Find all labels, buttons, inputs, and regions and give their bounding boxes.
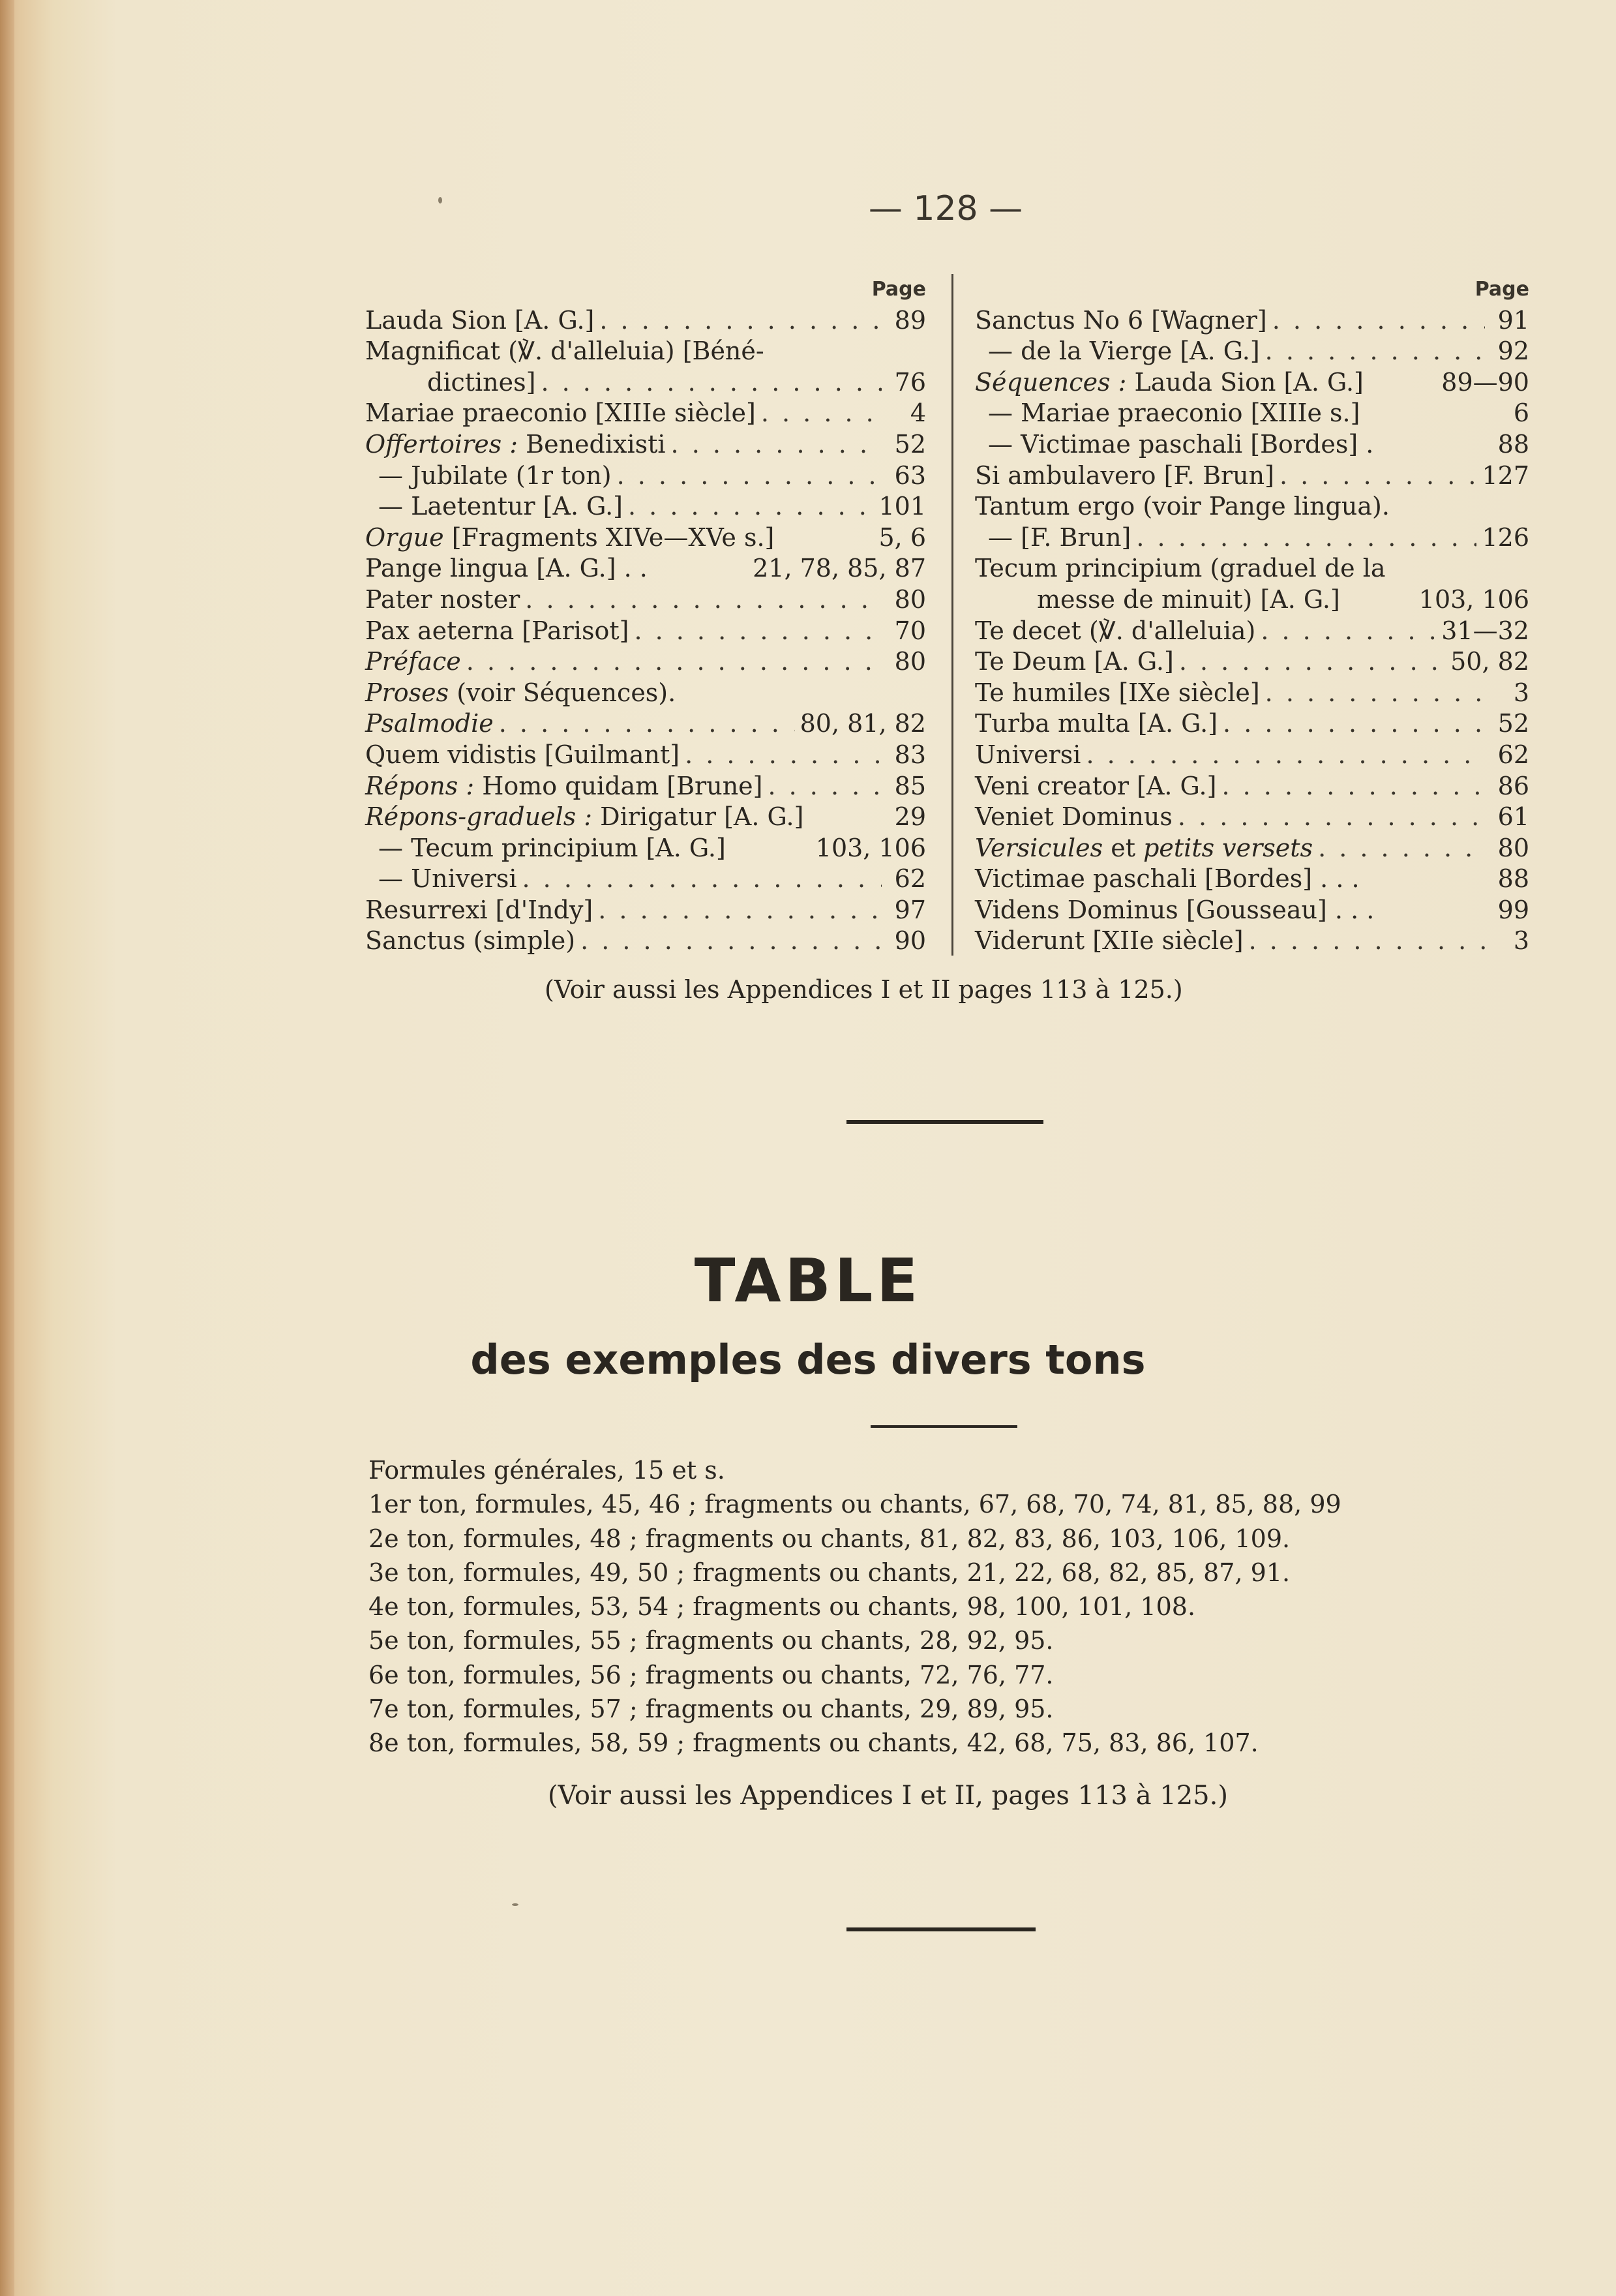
entry-title	[365, 646, 461, 678]
dot-leader	[1223, 708, 1485, 740]
entry-title	[988, 429, 1373, 461]
index-entry	[365, 553, 926, 584]
entry-title	[378, 864, 517, 895]
entry-title-text: Veniet Dominus	[975, 802, 1173, 832]
entry-title	[975, 646, 1174, 678]
entry-page: 80	[894, 647, 926, 676]
entry-page: 89—90	[1441, 367, 1529, 397]
bottom-divider	[846, 1927, 1036, 1931]
entry-page: 80	[894, 584, 926, 614]
index-entry	[975, 553, 1529, 584]
entry-title-italic: Répons-graduels :	[365, 802, 593, 832]
entry-page: 50, 82	[1450, 647, 1529, 676]
dot-leader	[499, 708, 795, 740]
dot-leader	[1178, 802, 1485, 833]
index-entry	[975, 833, 1529, 864]
page-column-header: Page	[1474, 278, 1529, 301]
index-entry	[365, 398, 926, 429]
entry-title	[975, 491, 1390, 522]
entry-page: 91	[1497, 305, 1529, 335]
entry-page: 92	[1497, 337, 1529, 366]
entry-title-text: dictines]	[427, 367, 536, 397]
entry-page: 85	[894, 771, 926, 800]
index-entry	[975, 429, 1529, 461]
entry-title-text: — Victimae paschali [Bordes] .	[988, 429, 1374, 459]
entry-title-text: Veni creator [A. G.]	[975, 771, 1217, 800]
entry-page: 52	[894, 429, 926, 459]
dot-leader	[522, 864, 882, 895]
entry-title-text: et	[1103, 833, 1144, 862]
tone-line: 5e ton, formules, 55 ; fragments ou chants, 28, 92, 95.	[368, 1626, 1054, 1655]
tone-line: 6e ton, formules, 56 ; fragments ou chants, 72, 76, 77.	[368, 1660, 1054, 1689]
entry-title-text: Pater noster	[365, 584, 520, 614]
entry-title	[365, 802, 803, 833]
entry-title-text: Pange lingua [A. G.] . .	[365, 554, 648, 583]
entry-title-text: Te decet (℣. d'alleluia)	[975, 616, 1256, 645]
index-entry	[365, 616, 926, 647]
index-entry	[975, 708, 1529, 740]
index-entry	[365, 367, 926, 399]
entry-title-text: — Mariae praeconio [XIIIe s.]	[988, 399, 1360, 428]
index-entry	[365, 708, 926, 740]
entry-title	[988, 398, 1360, 429]
entry-title	[975, 305, 1267, 337]
entry-page: 83	[894, 740, 926, 769]
index-entry	[975, 616, 1529, 647]
entry-title-italic: Offertoires :	[365, 429, 518, 459]
entry-page: 103, 106	[1418, 584, 1529, 614]
entry-title	[365, 429, 666, 461]
entry-title-text: — Tecum principium [A. G.]	[378, 833, 726, 862]
section-divider	[846, 1120, 1043, 1124]
entry-title	[365, 926, 575, 957]
page-number: — 128 —	[868, 189, 1023, 228]
entry-title	[975, 616, 1255, 647]
dot-leader	[628, 491, 873, 522]
entry-title	[975, 740, 1081, 771]
index-entry	[975, 522, 1529, 554]
dot-leader	[1136, 522, 1476, 554]
index-entry	[975, 926, 1529, 957]
index-entry	[365, 802, 926, 833]
index-entry	[975, 646, 1529, 678]
entry-title-text: — Laetentur [A. G.]	[378, 492, 623, 521]
entry-title-italic: Versicules	[975, 833, 1103, 862]
entry-title-text: Benedixisti	[518, 429, 666, 459]
entry-title	[975, 771, 1216, 802]
entry-title-text: Tecum principium (graduel de la	[975, 554, 1386, 583]
left-index-column	[365, 274, 926, 957]
entry-page: 4	[910, 399, 926, 428]
entry-title	[365, 336, 764, 367]
dot-leader	[1265, 336, 1485, 367]
index-entry	[365, 584, 926, 616]
entry-title	[975, 864, 1360, 895]
entry-title	[975, 802, 1173, 833]
index-entry	[975, 398, 1529, 429]
entry-page: 3	[1513, 678, 1529, 707]
table-title: TABLE	[694, 1246, 922, 1316]
tone-line: 3e ton, formules, 49, 50 ; fragments ou chants, 21, 22, 68, 82, 85, 87, 91.	[368, 1558, 1291, 1587]
entry-page: 61	[1497, 802, 1529, 832]
entry-title-text: Tantum ergo (voir Pange lingua).	[975, 492, 1390, 521]
entry-title-text: (voir Séquences).	[449, 678, 676, 707]
entry-page: 127	[1482, 461, 1529, 490]
entry-page: 76	[894, 367, 926, 397]
entry-title	[975, 678, 1260, 709]
page-edge	[0, 0, 14, 2296]
entry-page: 88	[1497, 864, 1529, 894]
index-entry	[365, 522, 926, 554]
entry-page: 88	[1497, 429, 1529, 459]
tone-line: 7e ton, formules, 57 ; fragments ou chants, 29, 89, 95.	[368, 1695, 1054, 1724]
tone-line: 1er ton, formules, 45, 46 ; fragments ou chants, 67, 68, 70, 74, 81, 85, 88, 99	[368, 1490, 1341, 1519]
title-underline	[871, 1425, 1017, 1428]
entry-page: 62	[1497, 740, 1529, 769]
tone-line: 8e ton, formules, 58, 59 ; fragments ou chants, 42, 68, 75, 83, 86, 107.	[368, 1729, 1259, 1758]
dot-leader	[1265, 678, 1485, 709]
entry-title	[975, 926, 1244, 957]
see-also-note-2: (Voir aussi les Appendices I et II, pages 113 à 125.)	[548, 1781, 1228, 1811]
entry-page: 101	[878, 492, 926, 521]
entry-title	[378, 491, 623, 522]
dot-leader	[634, 616, 882, 647]
dot-leader	[1272, 305, 1485, 337]
entry-title-text: Victimae paschali [Bordes] . . .	[975, 864, 1360, 894]
entry-title-text: Lauda Sion [A. G.]	[1126, 367, 1364, 397]
index-entry	[365, 305, 926, 337]
index-entry	[365, 429, 926, 461]
index-entry	[975, 678, 1529, 709]
entry-title	[975, 367, 1364, 399]
entry-page: 99	[1497, 895, 1529, 924]
entry-title	[378, 461, 612, 492]
entry-page: 126	[1482, 522, 1529, 552]
index-entry	[975, 491, 1529, 522]
entry-page: 89	[894, 305, 926, 335]
entry-title-text: Si ambulavero [F. Brun]	[975, 461, 1274, 490]
index-entry	[365, 895, 926, 926]
tons-list	[368, 1453, 1341, 1760]
dot-leader	[761, 398, 882, 429]
entry-title-text: Homo quidam [Brune]	[474, 771, 763, 800]
dot-leader	[466, 646, 882, 678]
entry-title	[365, 740, 680, 771]
index-entry	[975, 771, 1529, 802]
dot-leader	[599, 305, 882, 337]
entry-title-text: messe de minuit) [A. G.]	[1037, 584, 1340, 614]
entry-page: 21, 78, 85, 87	[753, 554, 926, 583]
index-entry	[975, 584, 1529, 616]
tone-line: Formules générales, 15 et s.	[368, 1456, 725, 1485]
index-entry	[975, 895, 1529, 926]
ink-speck	[512, 1903, 518, 1906]
dot-leader	[1279, 461, 1477, 492]
entry-title	[975, 708, 1218, 740]
index-entry	[975, 740, 1529, 771]
index-entry	[975, 802, 1529, 833]
dot-leader	[1249, 926, 1485, 957]
column-divider	[951, 274, 953, 956]
entry-title	[1037, 584, 1340, 616]
dot-leader	[541, 367, 882, 399]
tone-line: 2e ton, formules, 48 ; fragments ou chants, 81, 82, 83, 86, 103, 106, 109.	[368, 1524, 1291, 1553]
entry-page: 86	[1497, 771, 1529, 800]
entry-title-text: Videns Dominus [Gousseau] . . .	[975, 895, 1375, 924]
index-entry	[365, 740, 926, 771]
entry-page: 63	[894, 461, 926, 490]
entry-title	[365, 708, 494, 740]
entry-page: 70	[894, 616, 926, 645]
entry-title	[365, 895, 593, 926]
index-entry	[975, 336, 1529, 367]
entry-page: 3	[1513, 926, 1529, 956]
entry-title-italic: petits versets	[1143, 833, 1313, 862]
entry-page: 52	[1497, 709, 1529, 738]
index-entry	[365, 646, 926, 678]
entry-page: 29	[894, 802, 926, 832]
entry-title-text: [Fragments XIVe—XVe s.]	[443, 522, 775, 552]
entry-title-italic: Répons :	[365, 771, 475, 800]
dot-leader	[598, 895, 882, 926]
entry-title-text: Sanctus (simple)	[365, 926, 576, 956]
dot-leader	[685, 740, 882, 771]
index-entry	[365, 461, 926, 492]
index-entry	[365, 864, 926, 895]
entry-title-text: Magnificat (℣. d'alleluia) [Béné-	[365, 337, 764, 366]
entry-page: 97	[894, 895, 926, 924]
index-entry	[365, 833, 926, 864]
dot-leader	[1179, 646, 1445, 678]
entry-title-text: — Universi	[378, 864, 517, 894]
dot-leader	[1261, 616, 1436, 647]
table-subtitle: des exemples des divers tons	[470, 1336, 1146, 1383]
entry-title-italic: Séquences :	[975, 367, 1127, 397]
entry-title-italic: Préface	[365, 647, 461, 676]
entry-title-text: Te humiles [IXe siècle]	[975, 678, 1260, 707]
entry-title-italic: Psalmodie	[365, 709, 494, 738]
dot-leader	[525, 584, 882, 616]
entry-title-text: — Jubilate (1r ton)	[378, 461, 612, 490]
entry-title-italic: Orgue	[365, 522, 444, 552]
entry-title	[975, 895, 1374, 926]
entry-page: 90	[894, 926, 926, 956]
entry-page: 80	[1497, 833, 1529, 862]
dot-leader	[1318, 833, 1485, 864]
entry-title-text: Turba multa [A. G.]	[975, 709, 1218, 738]
index-entry	[365, 678, 926, 709]
see-also-note: (Voir aussi les Appendices I et II pages 113 à 125.)	[545, 975, 1183, 1004]
entry-title	[365, 522, 774, 554]
entry-title-text: Dirigatur [A. G.]	[592, 802, 804, 832]
entry-title-text: Lauda Sion [A. G.]	[365, 305, 595, 335]
entry-title	[365, 305, 594, 337]
entry-title	[365, 678, 676, 709]
dot-leader	[768, 771, 882, 802]
entry-title	[365, 771, 762, 802]
entry-title	[365, 616, 629, 647]
entry-title-text: — [F. Brun]	[988, 522, 1131, 552]
entry-page: 31—32	[1441, 616, 1529, 645]
tone-line: 4e ton, formules, 53, 54 ; fragments ou chants, 98, 100, 101, 108.	[368, 1592, 1196, 1622]
entry-title	[378, 833, 726, 864]
index-entry	[365, 491, 926, 522]
ink-speck	[438, 197, 442, 204]
entry-title	[988, 522, 1131, 554]
dot-leader	[617, 461, 882, 492]
entry-title-italic: Proses	[365, 678, 449, 707]
page-column-header: Page	[871, 278, 926, 301]
entry-page: 103, 106	[815, 833, 926, 862]
entry-title-text: Mariae praeconio [XIIIe siècle]	[365, 399, 756, 428]
entry-page: 5, 6	[878, 522, 926, 552]
entry-title-text: Viderunt [XIIe siècle]	[975, 926, 1244, 956]
right-index-column	[975, 274, 1529, 957]
entry-title-text: — de la Vierge [A. G.]	[988, 337, 1260, 366]
entry-title-text: Sanctus No 6 [Wagner]	[975, 305, 1267, 335]
entry-title-text: Universi	[975, 740, 1081, 769]
dot-leader	[671, 429, 882, 461]
entry-title	[365, 584, 520, 616]
index-entry	[365, 926, 926, 957]
entry-title-text: Quem vidistis [Guilmant]	[365, 740, 680, 769]
index-entry	[975, 864, 1529, 895]
entry-title	[427, 367, 535, 399]
dot-leader	[1086, 740, 1485, 771]
entry-title-text: Pax aeterna [Parisot]	[365, 616, 629, 645]
index-entry	[365, 771, 926, 802]
entry-title	[988, 336, 1260, 367]
dot-leader	[1221, 771, 1485, 802]
entry-page: 80, 81, 82	[800, 709, 926, 738]
index-entry	[975, 305, 1529, 337]
entry-page: 6	[1513, 399, 1529, 428]
index-entry	[365, 336, 926, 367]
entry-page: 62	[894, 864, 926, 894]
entry-title	[975, 553, 1386, 584]
entry-title-text: Resurrexi [d'Indy]	[365, 895, 593, 924]
index-entry	[975, 461, 1529, 492]
entry-title	[365, 553, 648, 584]
entry-title	[975, 461, 1274, 492]
entry-title-text: Te Deum [A. G.]	[975, 647, 1174, 676]
index-entry	[975, 367, 1529, 399]
entry-title	[365, 398, 756, 429]
dot-leader	[580, 926, 882, 957]
entry-title	[975, 833, 1313, 864]
